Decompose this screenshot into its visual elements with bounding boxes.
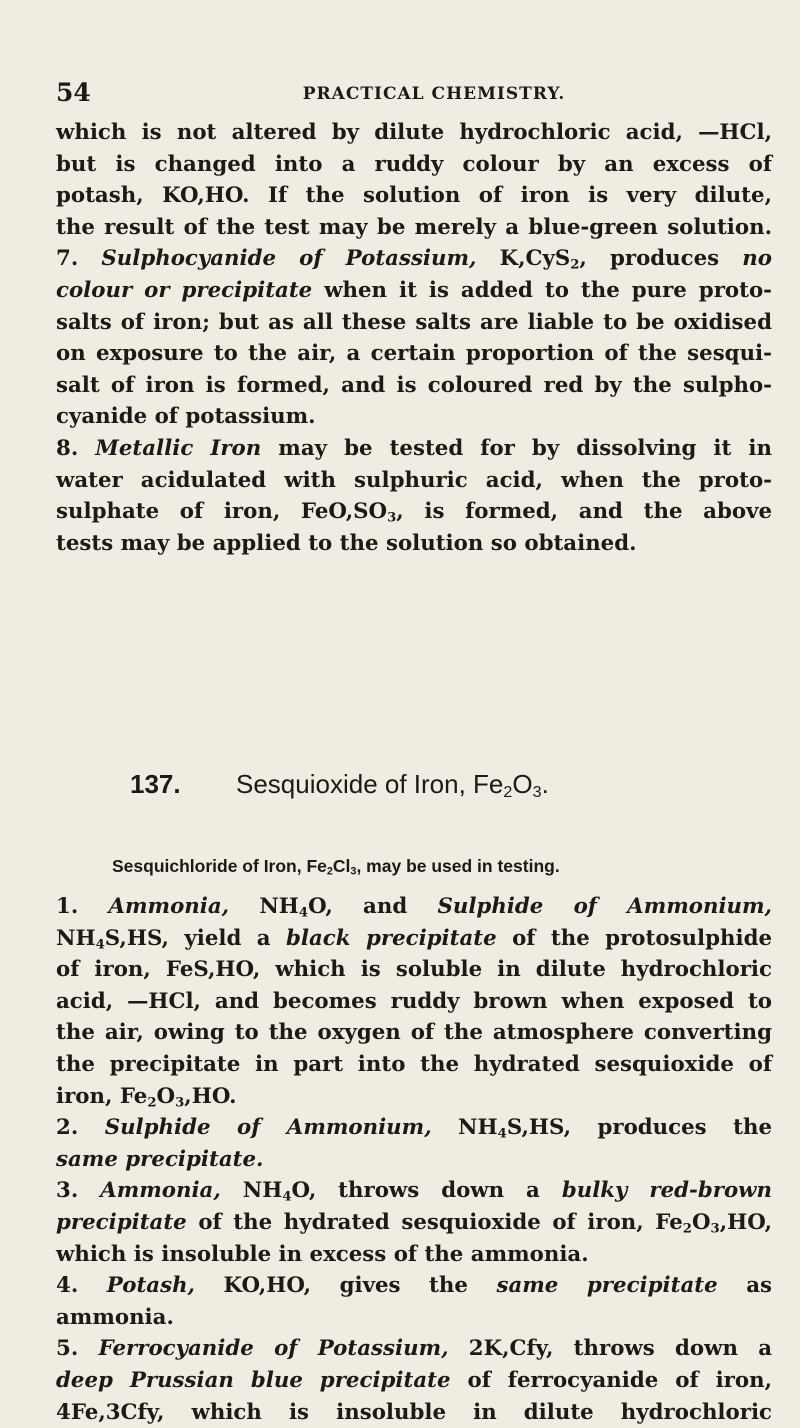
text-line: ammonia.: [56, 1302, 772, 1334]
section-number: 137.: [130, 769, 181, 800]
text-line: water acidulated with sulphuric acid, when the proto-: [56, 465, 772, 497]
text-line: 2. Sulphide of Ammonium, $NH_4S,HS$, produces the: [56, 1112, 772, 1144]
text-line: the precipitate in part into the hydrated sesquioxide of: [56, 1049, 772, 1081]
text-line: cyanide of potassium.: [56, 401, 772, 433]
text-line: the result of the test may be merely a blue-green solution.: [56, 212, 772, 244]
text-line: salt of iron is formed, and is coloured red by the sulpho-: [56, 370, 772, 402]
text-line: same precipitate.: [56, 1144, 772, 1176]
text-line: 4. Potash, KO,HO, gives the same precipitate as: [56, 1270, 772, 1302]
text-line: 1. Ammonia, $NH_4O$, and Sulphide of Ammonium,: [56, 891, 772, 923]
running-head: PRACTICAL CHEMISTRY.: [56, 84, 772, 104]
page-header: [56, 78, 772, 108]
text-line: potash, KO,HO. If the solution of iron is very dilute,: [56, 180, 772, 212]
text-line: 8. Metallic Iron may be tested for by dissolving it in: [56, 433, 772, 465]
text-line: of iron, FeS,HO, which is soluble in dilute hydrochloric: [56, 954, 772, 986]
text-line: 5. Ferrocyanide of Potassium, 2K,Cfy, throws down a: [56, 1333, 772, 1365]
section-title: Sesquioxide of Iron, $Fe_2O_3$.: [236, 769, 549, 800]
text-line: 7. Sulphocyanide of Potassium, K,CyS$_2$, produces no: [56, 243, 772, 275]
text-line: 3. Ammonia, $NH_4O$, throws down a bulky red-brown: [56, 1175, 772, 1207]
top-text-block: [56, 117, 772, 559]
text-line: on exposure to the air, a certain proportion of the sesqui-: [56, 338, 772, 370]
text-line: the air, owing to the oxygen of the atmosphere converting: [56, 1017, 772, 1049]
text-line: deep Prussian blue precipitate of ferrocyanide of iron,: [56, 1365, 772, 1397]
text-line: but is changed into a ruddy colour by an excess of: [56, 149, 772, 181]
text-line: tests may be applied to the solution so obtained.: [56, 528, 772, 560]
text-line: 4Fe,3Cfy, which is insoluble in dilute hydrochloric: [56, 1397, 772, 1428]
text-line: which is insoluble in excess of the ammonia.: [56, 1239, 772, 1271]
bottom-text-block: [56, 891, 772, 1428]
section-note: Sesquichloride of Iron, $Fe_2Cl_3$, may be used in testing.: [112, 856, 560, 877]
text-line: salts of iron; but as all these salts are liable to be oxidised: [56, 307, 772, 339]
text-line: colour or precipitate when it is added to the pure proto-: [56, 275, 772, 307]
text-line: acid, —HCl, and becomes ruddy brown when exposed to: [56, 986, 772, 1018]
text-line: which is not altered by dilute hydrochloric acid, —HCl,: [56, 117, 772, 149]
page-number: 54: [56, 78, 91, 107]
text-line: precipitate of the hydrated sesquioxide of iron, $Fe_2O_3,HO$,: [56, 1207, 772, 1239]
text-line: sulphate of iron, $FeO,SO_3$, is formed, and the above: [56, 496, 772, 528]
text-line: $NH_4S,HS$, yield a black precipitate of the protosulphide: [56, 923, 772, 955]
text-line: iron, $Fe_2O_3,HO$.: [56, 1081, 772, 1113]
